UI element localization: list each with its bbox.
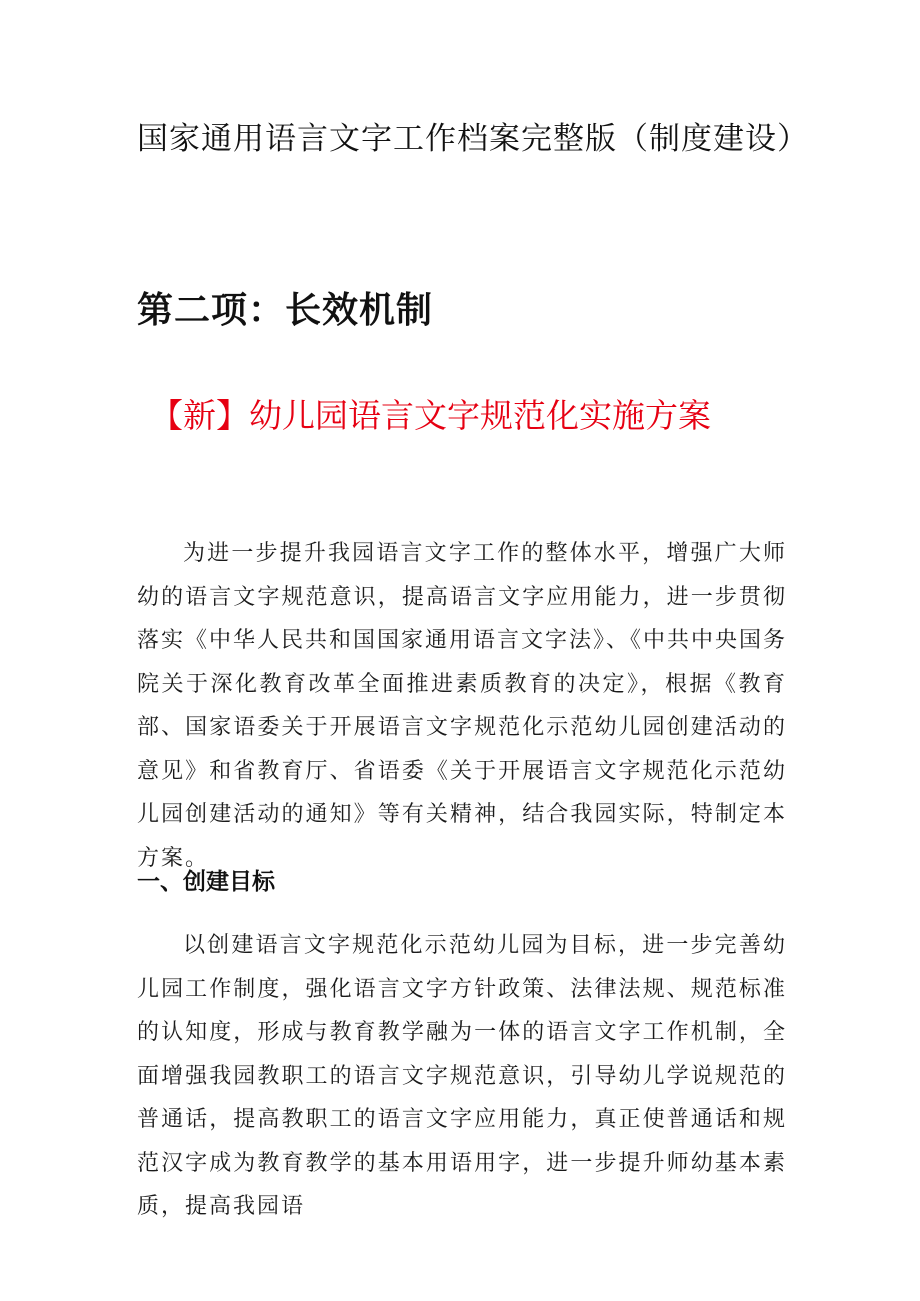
section-title: 第二项：长效机制	[137, 290, 434, 331]
plan-title: 【新】幼儿园语言文字规范化实施方案	[150, 396, 711, 435]
document-title: 国家通用语言文字工作档案完整版（制度建设）	[137, 121, 809, 157]
heading-creation-goal: 一、创建目标	[137, 869, 275, 895]
goal-paragraph: 以创建语言文字规范化示范幼儿园为目标，进一步完善幼儿园工作制度，强化语言文字方针政策、法律法规、规范标准的认知度，形成与教育教学融为一体的语言文字工作机制，全面增强我园教职工的语言文字规范意识，引导幼儿学说规范的普通话，提高教职工的语言文字应用能力，真正使普通话和规范汉字成为教育教学的基本用语用字，进一步提升师幼基本素质，提高我园语	[137, 933, 787, 1219]
intro-paragraph: 为进一步提升我园语言文字工作的整体水平，增强广大师幼的语言文字规范意识，提高语言文字应用能力，进一步贯彻落实《中华人民共和国国家通用语言文字法》、《中共中央国务院关于深化教育改革全面推进素质教育的决定》，根据《教育部、国家语委关于开展语言文字规范化示范幼儿园创建活动的意见》和省教育厅、省语委《关于开展语言文字规范化示范幼儿园创建活动的通知》等有关精神，结合我园实际，特制定本方案。	[137, 541, 788, 871]
